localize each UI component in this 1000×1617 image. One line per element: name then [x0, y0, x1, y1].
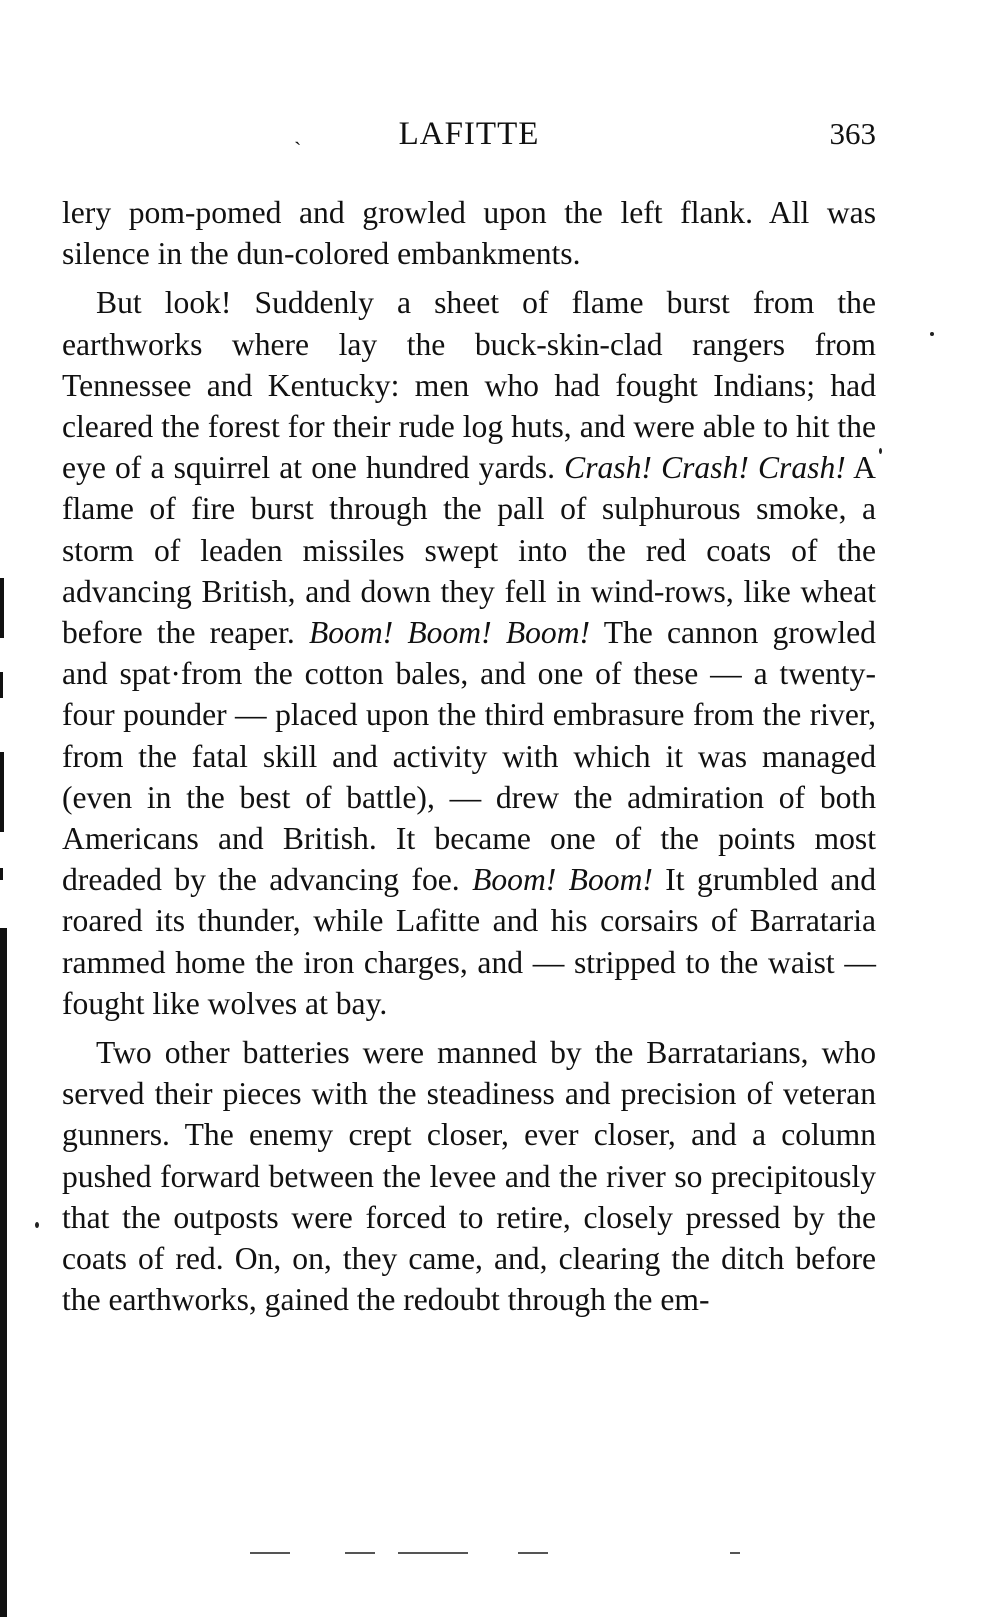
page-title: LAFITTE [398, 116, 540, 152]
paragraph-1: lery pom-pomed and growled upon the left flank. All was silence in the dun-colored embankments. [62, 195, 876, 272]
emphasis-boom-2: Boom! Boom! [472, 862, 653, 898]
paragraph-2-part-b: A flame of fire burst through the pall of sulphurous smoke, a storm of leaden missiles swept into the red coats of the advancing British, and down they fell in wind-rows, like wheat before the reaper. [62, 450, 876, 651]
emphasis-boom-1: Boom! Boom! Boom! [308, 615, 591, 651]
scan-edge-mark-3 [0, 752, 4, 832]
footer-noise-1 [250, 1552, 290, 1554]
footer-noise-3 [398, 1552, 468, 1554]
scan-edge-mark-5 [0, 928, 7, 1617]
paragraph-2-part-a: But look! Suddenly a sheet of flame burst from the earthworks where lay the buck-skin-clad rangers from Tennessee and Kentucky: men who had fought Indians; had cleared the forest for their rude log huts, and were able to hit the eye of a squirrel at one hundred yards. [62, 285, 876, 486]
running-head [62, 112, 876, 158]
head-mark: ˎ [294, 120, 302, 145]
paragraph-2-part-d: It grumbled and roared its thunder, while Lafitte and his corsairs of Barrataria rammed home the iron charges, and — stripped to the waist — fought like wolves at bay. [62, 862, 877, 1021]
paragraph-3: Two other batteries were manned by the Barratarians, who served their pieces with the steadiness and precision of veteran gunners. The enemy crept closer, ever closer, and a column pushed forward between the levee and the river so precipitously that the outposts were forced to retire, closely pressed by the coats of red. On, on, they came, and, clearing the ditch before the earthworks, gained the redoubt through the em- [62, 1035, 876, 1318]
scan-speck-2 [879, 448, 882, 454]
footer-noise-5 [730, 1552, 740, 1554]
scan-speck-3 [35, 1222, 39, 1228]
scan-edge-mark-2 [0, 672, 3, 698]
emphasis-crash: Crash! Crash! Crash! [564, 450, 846, 486]
page-number: 363 [829, 116, 876, 151]
scan-edge-mark-1 [0, 578, 4, 638]
paragraph-2-part-c: The cannon growled and spat·from the cotton bales, and one of these — a twenty-four pounder — placed upon the third embrasure from the river, from the fatal skill and activity with which it was managed (even in the best of battle), — drew the admiration of both Americans and British. It became one of the points most dreaded by the advancing foe. [62, 615, 876, 898]
scan-speck-1 [930, 332, 934, 336]
footer-noise-2 [345, 1552, 375, 1554]
footer-noise-4 [518, 1552, 548, 1554]
paragraph-2 [62, 282, 876, 1024]
scan-edge-mark-4 [0, 868, 3, 880]
body-text [62, 192, 876, 1320]
